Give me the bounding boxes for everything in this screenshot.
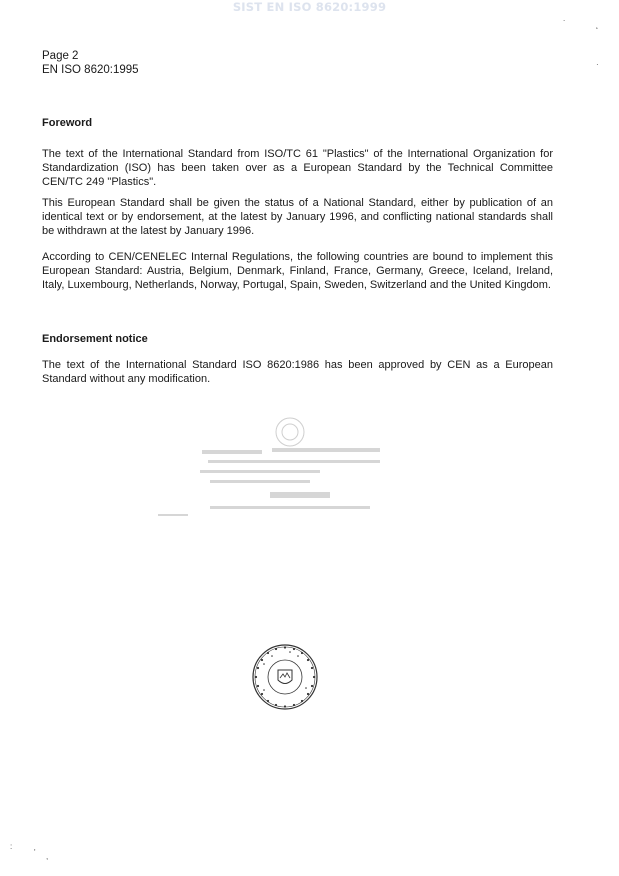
foreword-paragraph-1: The text of the International Standard from ISO/TC 61 "Plastics" of the International Organization for Standardization (ISO) has been taken over as a European Standard by the Technical Committee CEN/TC 249 "Plastics".	[42, 148, 553, 189]
scan-speck: :	[10, 842, 13, 851]
scan-speck: .	[563, 14, 566, 23]
scan-speck: ,	[46, 852, 49, 861]
document-id: EN ISO 8620:1995	[42, 64, 139, 76]
document-watermark: SIST EN ISO 8620:1999	[232, 0, 387, 14]
foreword-paragraph-3: According to CEN/CENELEC Internal Regulations, the following countries are bound to implement this European Standard: Austria, Belgium, Denmark, Finland, France, Germany, Greece, Iceland, Ireland, Italy, Luxembourg, Netherlands, Norway, Portugal, Spain, Sweden, Switzerland and the United Kingdom.	[42, 251, 553, 292]
foreword-paragraph-2: This European Standard shall be given the status of a National Standard, either by publication of an identical text or by endorsement, at the latest by January 1996, and conflicting national standards shall be withdrawn at the latest by January 1996.	[42, 197, 553, 238]
endorsement-paragraph: The text of the International Standard ISO 8620:1986 has been approved by CEN as a European Standard without any modification.	[42, 359, 553, 386]
scan-speck: ˛	[596, 20, 599, 29]
faint-approval-stamp	[150, 410, 390, 530]
scan-speck: '	[34, 848, 36, 857]
official-seal	[250, 642, 320, 712]
endorsement-heading: Endorsement notice	[42, 333, 148, 345]
foreword-heading: Foreword	[42, 117, 93, 129]
page-number: Page 2	[42, 50, 79, 62]
scan-speck: ·	[596, 60, 599, 69]
page-header	[42, 49, 139, 77]
